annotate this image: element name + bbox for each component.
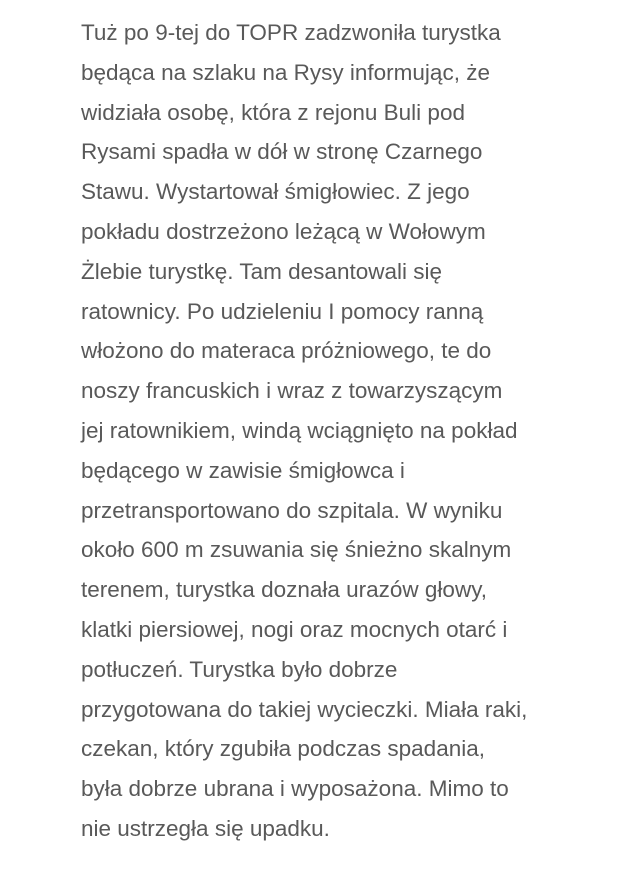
text-line: ratownicy. Po udzieleniu I pomocy ranną	[81, 298, 484, 324]
text-line: będącego w zawisie śmigłowca i	[81, 457, 405, 483]
text-line: widziała osobę, która z rejonu Buli pod	[81, 99, 465, 125]
text-line: noszy francuskich i wraz z towarzyszącym	[81, 378, 503, 404]
text-line: czekan, który zgubiła podczas spadania,	[81, 736, 485, 762]
text-line: przygotowana do takiej wycieczki. Miała raki,	[81, 696, 528, 722]
text-line: około 600 m zsuwania się śnieżno skalnym	[81, 537, 512, 563]
text-line: nie ustrzegła się upadku.	[81, 815, 330, 841]
text-line: terenem, turystka doznała urazów głowy,	[81, 577, 488, 603]
text-line: włożono do materaca próżniowego, te do	[81, 338, 492, 364]
text-line: jej ratownikiem, windą wciągnięto na pokład	[81, 417, 518, 443]
text-line: klatki piersiowej, nogi oraz mocnych otarć i	[81, 616, 508, 642]
text-line: Rysami spadła w dół w stronę Czarnego	[81, 139, 483, 165]
text-line: przetransportowano do szpitala. W wyniku	[81, 497, 503, 523]
text-line: była dobrze ubrana i wyposażona. Mimo to	[81, 776, 509, 802]
text-line: Tuż po 9-tej do TOPR zadzwoniła turystka	[81, 20, 501, 45]
text-line: Żlebie turystkę. Tam desantowali się	[81, 258, 442, 284]
text-line: będąca na szlaku na Rysy informując, że	[81, 59, 490, 85]
text-line: pokładu dostrzeżono leżącą w Wołowym	[81, 218, 486, 244]
text-line: Stawu. Wystartował śmigłowiec. Z jego	[81, 179, 470, 205]
text-line: potłuczeń. Turystka było dobrze	[81, 656, 398, 682]
